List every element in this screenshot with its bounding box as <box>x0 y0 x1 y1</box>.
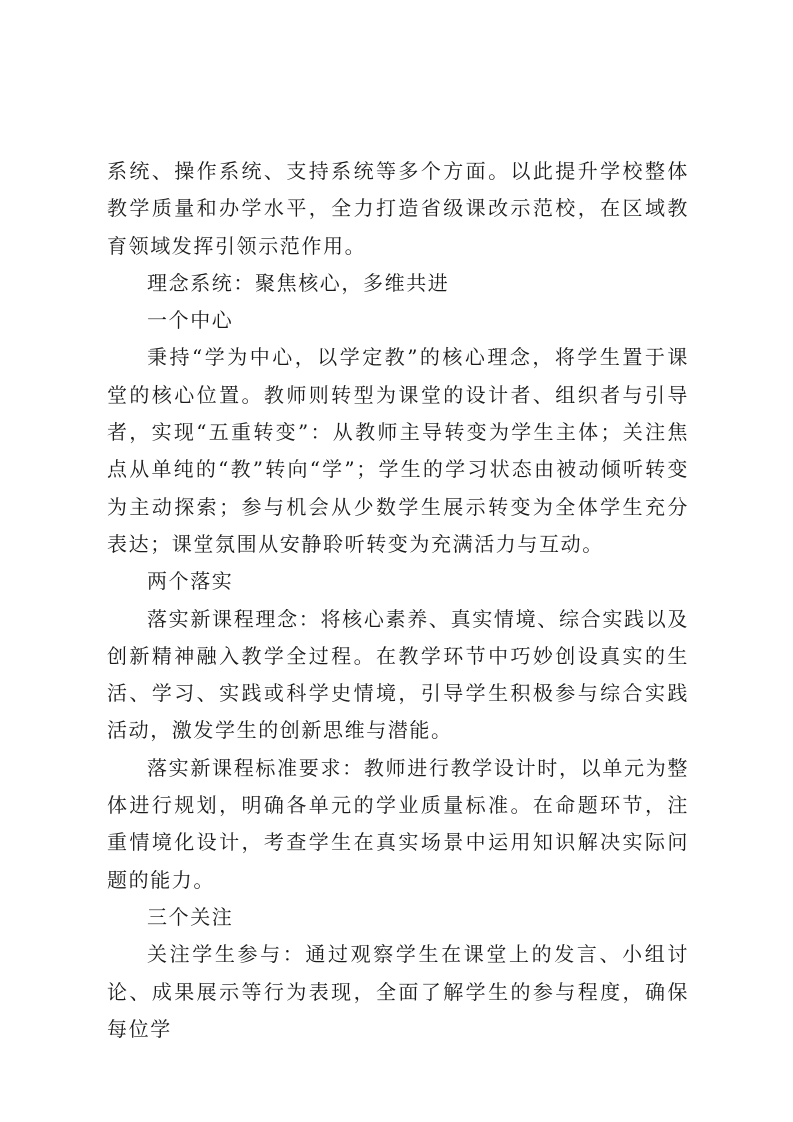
paragraph-curriculum-concept: 落实新课程理念：将核心素养、真实情境、综合实践以及创新精神融入教学全过程。在教学环节中巧妙创设真实的生活、学习、实践或科学史情境，引导学生积极参与综合实践活动，激发学生的创新思维与潜能。 <box>107 606 689 743</box>
paragraph-one-center: 秉持“学为中心，以学定教”的核心理念，将学生置于课堂的核心位置。教师则转型为课堂的设计者、组织者与引导者，实现“五重转变”：从教师主导转变为学生主体；关注焦点从单纯的“教”转向“学”；学生的学习状态由被动倾听转变为主动探索；参与机会从少数学生展示转变为全体学生充分表达；课堂氛围从安静聆听转变为充满活力与互动。 <box>107 345 689 556</box>
subheading-one-center: 一个中心 <box>147 308 234 333</box>
subheading-three-focuses: 三个关注 <box>147 904 234 929</box>
paragraph-continuation: 系统、操作系统、支持系统等多个方面。以此提升学校整体教学质量和办学水平，全力打造省级课改示范校，在区域教育领域发挥引领示范作用。 <box>107 159 689 258</box>
subheading-two-implementations: 两个落实 <box>147 569 234 594</box>
paragraph-student-participation: 关注学生参与：通过观察学生在课堂上的发言、小组讨论、成果展示等行为表现，全面了解学生的参与程度，确保每位学 <box>107 942 689 1041</box>
document-body <box>107 153 689 1048</box>
section-heading-concept-system: 理念系统：聚焦核心，多维共进 <box>147 270 450 295</box>
paragraph-curriculum-standards: 落实新课程标准要求：教师进行教学设计时，以单元为整体进行规划，明确各单元的学业质量标准。在命题环节，注重情境化设计，考查学生在真实场景中运用知识解决实际问题的能力。 <box>107 755 689 892</box>
